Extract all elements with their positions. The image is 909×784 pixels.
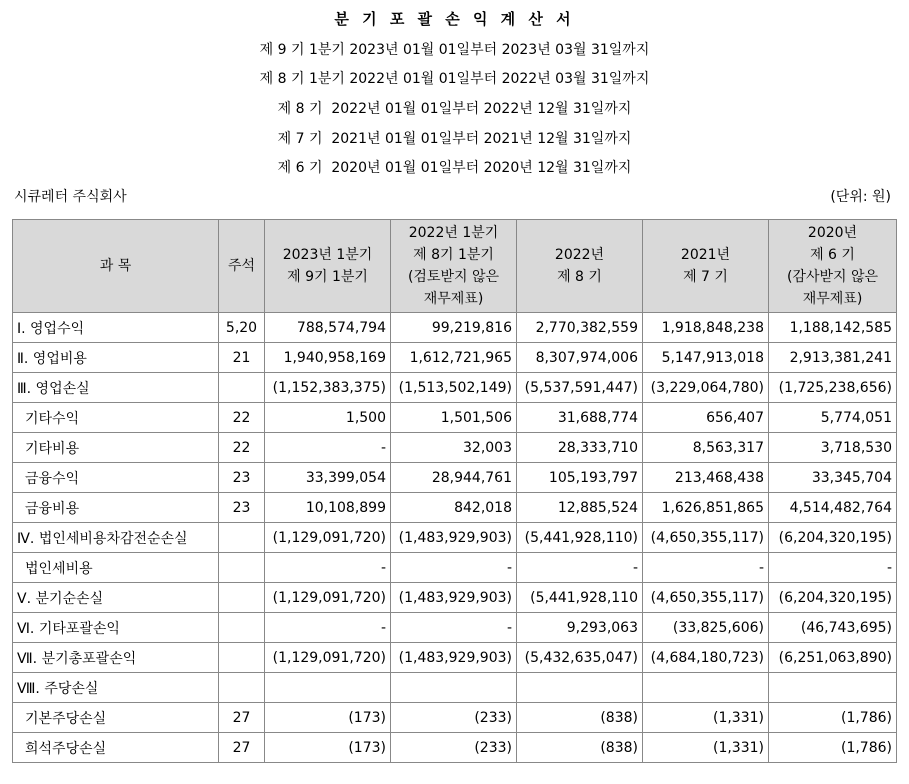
value-cell: (173) bbox=[265, 703, 391, 733]
table-row bbox=[13, 673, 897, 703]
value-cell: (4,684,180,723) bbox=[643, 643, 769, 673]
value-cell: - bbox=[265, 553, 391, 583]
value-cell: (1,331) bbox=[643, 703, 769, 733]
account-cell: 기타비용 bbox=[13, 433, 219, 463]
value-cell: 1,500 bbox=[265, 403, 391, 433]
value-cell: 1,612,721,965 bbox=[391, 343, 517, 373]
header-2021: 2021년 제 7 기 bbox=[643, 220, 769, 313]
value-cell bbox=[391, 673, 517, 703]
value-cell bbox=[265, 673, 391, 703]
note-cell: 23 bbox=[219, 493, 265, 523]
value-cell: 656,407 bbox=[643, 403, 769, 433]
value-cell: (33,825,606) bbox=[643, 613, 769, 643]
value-cell: (5,441,928,110) bbox=[517, 523, 643, 553]
account-cell: Ⅰ. 영업수익 bbox=[13, 313, 219, 343]
value-cell: (233) bbox=[391, 703, 517, 733]
value-cell: 32,003 bbox=[391, 433, 517, 463]
account-cell: Ⅱ. 영업비용 bbox=[13, 343, 219, 373]
value-cell: (1,129,091,720) bbox=[265, 583, 391, 613]
value-cell: (1,483,929,903) bbox=[391, 523, 517, 553]
value-cell: 31,688,774 bbox=[517, 403, 643, 433]
period-line: 제 6 기 2020년 01월 01일부터 2020년 12월 31일까지 bbox=[277, 160, 632, 176]
table-row bbox=[13, 523, 897, 553]
value-cell: (1,152,383,375) bbox=[265, 373, 391, 403]
note-cell bbox=[219, 583, 265, 613]
value-cell: (1,786) bbox=[769, 703, 897, 733]
value-cell: (1,483,929,903) bbox=[391, 583, 517, 613]
value-cell: (1,513,502,149) bbox=[391, 373, 517, 403]
value-cell: 3,718,530 bbox=[769, 433, 897, 463]
statement-title: 분 기 포 괄 손 익 계 산 서 bbox=[334, 10, 575, 28]
table-row bbox=[13, 733, 897, 763]
value-cell: 2,770,382,559 bbox=[517, 313, 643, 343]
value-cell: 4,514,482,764 bbox=[769, 493, 897, 523]
value-cell: 12,885,524 bbox=[517, 493, 643, 523]
table-row bbox=[13, 583, 897, 613]
table-row bbox=[13, 463, 897, 493]
account-cell: Ⅴ. 분기순손실 bbox=[13, 583, 219, 613]
value-cell: - bbox=[265, 433, 391, 463]
account-cell: 금융비용 bbox=[13, 493, 219, 523]
note-cell: 5,20 bbox=[219, 313, 265, 343]
table-row bbox=[13, 403, 897, 433]
table-row bbox=[13, 643, 897, 673]
value-cell: (838) bbox=[517, 703, 643, 733]
value-cell: (1,331) bbox=[643, 733, 769, 763]
value-cell: 1,188,142,585 bbox=[769, 313, 897, 343]
table-row bbox=[13, 493, 897, 523]
value-cell: 8,563,317 bbox=[643, 433, 769, 463]
header-2020: 2020년 제 6 기 (감사받지 않은 재무제표) bbox=[769, 220, 897, 313]
account-cell: Ⅷ. 주당손실 bbox=[13, 673, 219, 703]
account-cell: Ⅳ. 법인세비용차감전순손실 bbox=[13, 523, 219, 553]
value-cell: - bbox=[769, 553, 897, 583]
account-cell: 기본주당손실 bbox=[13, 703, 219, 733]
value-cell: (46,743,695) bbox=[769, 613, 897, 643]
value-cell: 33,399,054 bbox=[265, 463, 391, 493]
account-cell: 기타수익 bbox=[13, 403, 219, 433]
value-cell: (1,725,238,656) bbox=[769, 373, 897, 403]
value-cell: - bbox=[391, 553, 517, 583]
table-row bbox=[13, 553, 897, 583]
table-row bbox=[13, 703, 897, 733]
value-cell: (1,129,091,720) bbox=[265, 643, 391, 673]
value-cell: (5,441,928,110 bbox=[517, 583, 643, 613]
value-cell bbox=[517, 673, 643, 703]
period-line: 제 8 기 2022년 01월 01일부터 2022년 12월 31일까지 bbox=[277, 101, 632, 117]
header-2023-q1: 2023년 1분기 제 9기 1분기 bbox=[265, 220, 391, 313]
note-cell: 27 bbox=[219, 733, 265, 763]
value-cell: - bbox=[265, 613, 391, 643]
header-2022-q1: 2022년 1분기 제 8기 1분기 (검토받지 않은 재무제표) bbox=[391, 220, 517, 313]
note-cell bbox=[219, 523, 265, 553]
account-cell: Ⅶ. 분기총포괄손익 bbox=[13, 643, 219, 673]
table-row bbox=[13, 313, 897, 343]
header-2022: 2022년 제 8 기 bbox=[517, 220, 643, 313]
note-cell: 23 bbox=[219, 463, 265, 493]
value-cell: 788,574,794 bbox=[265, 313, 391, 343]
note-cell: 22 bbox=[219, 433, 265, 463]
value-cell: (1,483,929,903) bbox=[391, 643, 517, 673]
note-cell: 21 bbox=[219, 343, 265, 373]
note-cell: 27 bbox=[219, 703, 265, 733]
value-cell: 1,626,851,865 bbox=[643, 493, 769, 523]
value-cell: 5,147,913,018 bbox=[643, 343, 769, 373]
value-cell: 105,193,797 bbox=[517, 463, 643, 493]
value-cell: (4,650,355,117) bbox=[643, 583, 769, 613]
value-cell: - bbox=[643, 553, 769, 583]
value-cell bbox=[643, 673, 769, 703]
value-cell: (6,204,320,195) bbox=[769, 583, 897, 613]
note-cell bbox=[219, 553, 265, 583]
value-cell: 1,918,848,238 bbox=[643, 313, 769, 343]
account-cell: 법인세비용 bbox=[13, 553, 219, 583]
value-cell: 1,940,958,169 bbox=[265, 343, 391, 373]
note-cell bbox=[219, 613, 265, 643]
account-cell: Ⅲ. 영업손실 bbox=[13, 373, 219, 403]
table-row bbox=[13, 433, 897, 463]
value-cell: (6,251,063,890) bbox=[769, 643, 897, 673]
account-cell: Ⅵ. 기타포괄손익 bbox=[13, 613, 219, 643]
table-row bbox=[13, 373, 897, 403]
value-cell: 213,468,438 bbox=[643, 463, 769, 493]
account-cell: 희석주당손실 bbox=[13, 733, 219, 763]
value-cell: 10,108,899 bbox=[265, 493, 391, 523]
value-cell: - bbox=[391, 613, 517, 643]
value-cell: 1,501,506 bbox=[391, 403, 517, 433]
table-row bbox=[13, 613, 897, 643]
value-cell bbox=[769, 673, 897, 703]
value-cell: (4,650,355,117) bbox=[643, 523, 769, 553]
company-name: 시큐레터 주식회사 bbox=[14, 189, 127, 205]
value-cell: (173) bbox=[265, 733, 391, 763]
period-line: 제 7 기 2021년 01월 01일부터 2021년 12월 31일까지 bbox=[277, 131, 632, 147]
header-row bbox=[13, 220, 897, 313]
period-line: 제 8 기 1분기 2022년 01월 01일부터 2022년 03월 31일까지 bbox=[259, 71, 650, 87]
note-cell: 22 bbox=[219, 403, 265, 433]
header-note: 주석 bbox=[219, 220, 265, 313]
value-cell: (1,786) bbox=[769, 733, 897, 763]
value-cell: 28,333,710 bbox=[517, 433, 643, 463]
note-cell bbox=[219, 373, 265, 403]
income-statement-table bbox=[12, 219, 897, 763]
table-row bbox=[13, 343, 897, 373]
value-cell: (5,432,635,047) bbox=[517, 643, 643, 673]
value-cell: 9,293,063 bbox=[517, 613, 643, 643]
value-cell: 842,018 bbox=[391, 493, 517, 523]
value-cell: (838) bbox=[517, 733, 643, 763]
value-cell: (1,129,091,720) bbox=[265, 523, 391, 553]
header-account: 과 목 bbox=[13, 220, 219, 313]
value-cell: 33,345,704 bbox=[769, 463, 897, 493]
value-cell: - bbox=[517, 553, 643, 583]
period-line: 제 9 기 1분기 2023년 01월 01일부터 2023년 03월 31일까지 bbox=[259, 42, 650, 58]
account-cell: 금융수익 bbox=[13, 463, 219, 493]
value-cell: 2,913,381,241 bbox=[769, 343, 897, 373]
value-cell: (5,537,591,447) bbox=[517, 373, 643, 403]
value-cell: 5,774,051 bbox=[769, 403, 897, 433]
note-cell bbox=[219, 643, 265, 673]
unit-label: (단위: 원) bbox=[830, 189, 891, 205]
value-cell: 8,307,974,006 bbox=[517, 343, 643, 373]
value-cell: (6,204,320,195) bbox=[769, 523, 897, 553]
value-cell: 28,944,761 bbox=[391, 463, 517, 493]
value-cell: (3,229,064,780) bbox=[643, 373, 769, 403]
value-cell: 99,219,816 bbox=[391, 313, 517, 343]
note-cell bbox=[219, 673, 265, 703]
value-cell: (233) bbox=[391, 733, 517, 763]
